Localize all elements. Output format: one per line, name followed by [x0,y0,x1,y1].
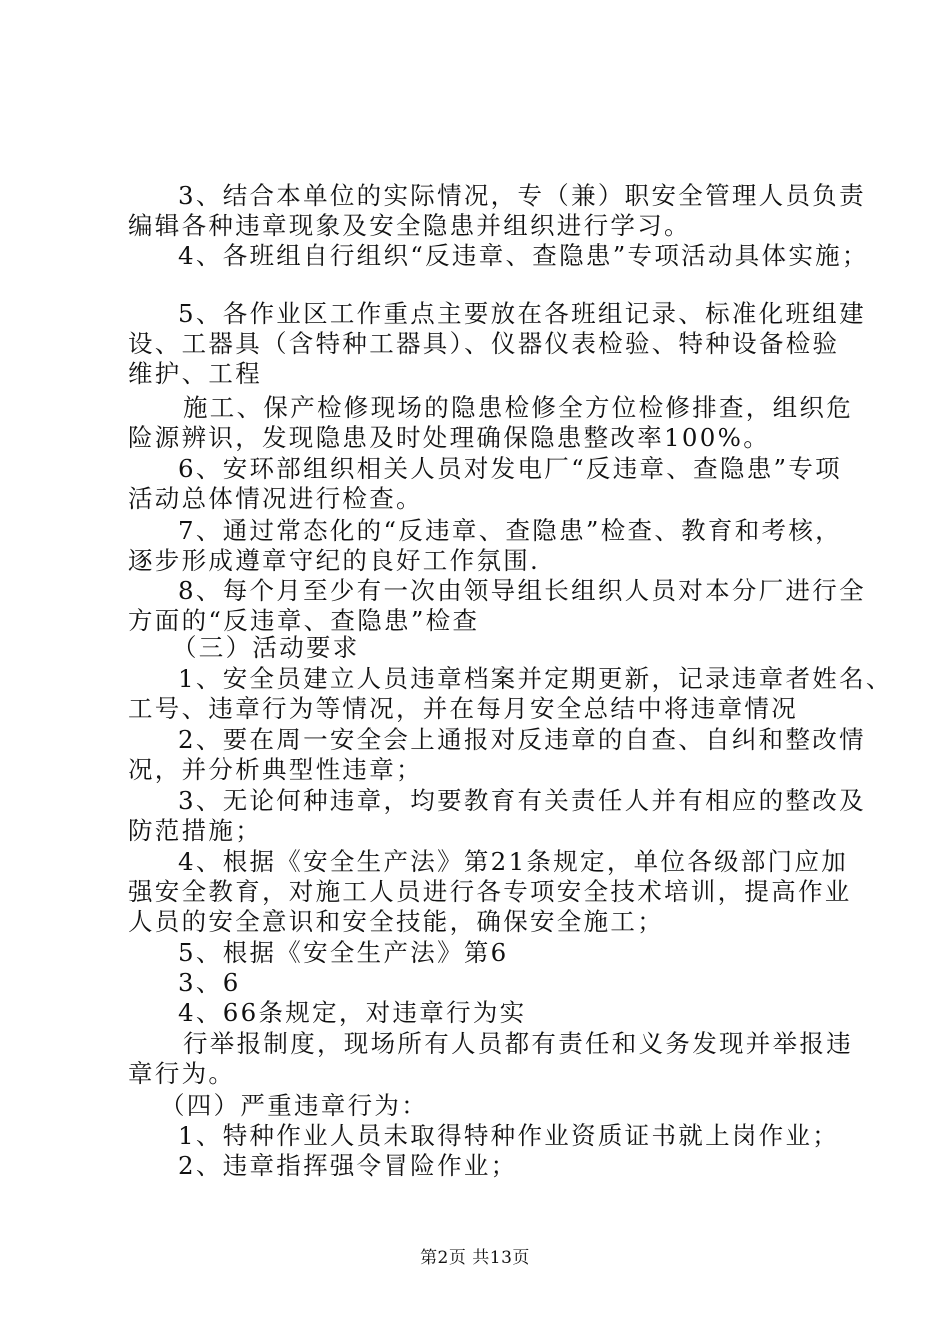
text-line: 防范措施； [128,816,262,845]
text-line: 人员的安全意识和安全技能，确保安全施工； [128,907,664,936]
text-line: 3、无论何种违章，均要教育有关责任人并有相应的整改及 [178,786,866,815]
text-line: 3、结合本单位的实际情况，专（兼）职安全管理人员负责 [178,181,866,210]
text-line: 8、每个月至少有一次由领导组长组织人员对本分厂进行全 [178,576,866,605]
text-line: 方面的“反违章、查隐患”检查 [128,606,480,635]
text-line: 5、根据《安全生产法》第6 [178,938,509,967]
text-line: 4、66条规定，对违章行为实 [178,998,527,1027]
text-line: 5、各作业区工作重点主要放在各班组记录、标准化班组建 [178,299,866,328]
text-line: 设、工器具（含特种工器具）、仪器仪表检验、特种设备检验 [128,329,840,358]
text-line: 强安全教育，对施工人员进行各专项安全技术培训，提高作业 [128,877,852,906]
text-line: 7、通过常态化的“反违章、查隐患”检查、教育和考核， [178,516,842,545]
text-line: 况，并分析典型性违章； [128,755,423,784]
page-number: 第2页 共13页 [420,1248,530,1268]
text-line: 4、根据《安全生产法》第21条规定，单位各级部门应加 [178,847,849,876]
text-line: 1、特种作业人员未取得特种作业资质证书就上岗作业； [178,1121,840,1150]
section-heading: （三）活动要求 [172,633,360,662]
text-line: 4、各班组自行组织“反违章、查隐患”专项活动具体实施； [178,241,869,270]
text-line: 2、要在周一安全会上通报对反违章的自查、自纠和整改情 [178,725,866,754]
text-line: 1、安全员建立人员违章档案并定期更新，记录违章者姓名、 [178,664,893,693]
text-line: 险源辨识，发现隐患及时处理确保隐患整改率100%。 [128,423,771,452]
text-line: 行举报制度，现场所有人员都有责任和义务发现并举报违 [183,1029,853,1058]
text-line: 3、6 [178,968,241,997]
text-line: 编辑各种违章现象及安全隐患并组织进行学习。 [128,211,691,240]
text-line: 活动总体情况进行检查。 [128,484,423,513]
text-line: 工号、违章行为等情况，并在每月安全总结中将违章情况 [128,694,798,723]
text-line: 章行为。 [128,1059,236,1088]
text-line: 逐步形成遵章守纪的良好工作氛围. [128,546,541,575]
text-line: 施工、保产检修现场的隐患检修全方位检修排查，组织危 [183,393,853,422]
text-line: 维护、工程 [128,359,262,388]
text-line: 2、违章指挥强令冒险作业； [178,1151,518,1180]
section-heading: （四）严重违章行为： [160,1091,428,1120]
text-line: 6、安环部组织相关人员对发电厂“反违章、查隐患”专项 [178,454,842,483]
